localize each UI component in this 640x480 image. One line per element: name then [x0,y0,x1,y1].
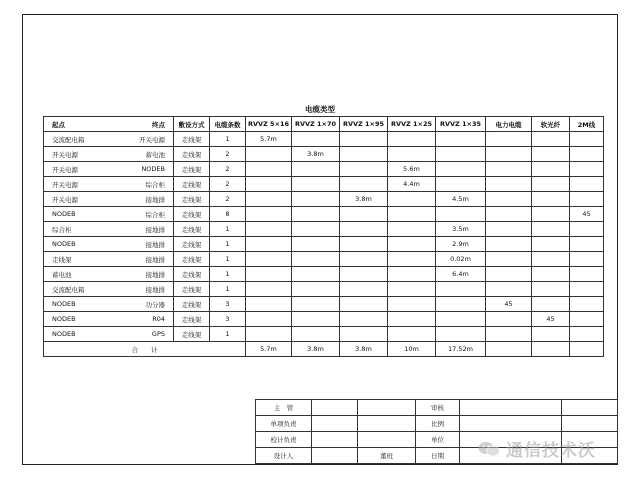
length-cell: 3.5m [436,222,486,237]
title-block-cell [312,416,358,432]
count-cell: 2 [210,162,246,177]
length-cell [340,222,388,237]
end-point: NODEB [141,164,165,173]
length-cell [292,252,340,267]
method-cell: 走线架 [174,327,210,342]
title-block-cell [312,400,358,416]
length-cell [246,162,292,177]
total-row [44,342,604,357]
table-row [44,132,604,147]
length-cell: 3.8m [340,192,388,207]
header-type: RVVZ 1×35 [436,117,486,132]
length-cell [340,237,388,252]
method-cell: 走线架 [174,147,210,162]
total-cell [532,342,570,357]
count-cell: 1 [210,237,246,252]
title-block-cell [312,432,358,448]
end-point: GPS [151,330,165,338]
length-cell [532,297,570,312]
start-point: 交流配电箱 [52,285,85,294]
length-cell [246,192,292,207]
total-cell: 3.8m [292,342,340,357]
header-row [44,117,604,132]
length-cell [436,282,486,297]
table-row [44,267,604,282]
end-point: 开关电源 [139,135,165,144]
length-cell: 5.7m [246,132,292,147]
length-cell [436,297,486,312]
length-cell [570,177,604,192]
table-title: 电缆类型 [305,105,335,114]
length-cell [388,297,436,312]
length-cell [570,267,604,282]
method-cell: 走线架 [174,267,210,282]
length-cell [388,312,436,327]
title-block-cell: 日期 [416,448,460,464]
title-block-cell: 比例 [416,416,460,432]
start-point: NODEB [52,299,76,308]
table-row [44,327,604,342]
length-cell [486,267,532,282]
count-cell: 1 [210,222,246,237]
count-cell: 1 [210,132,246,147]
total-cell: 10m [388,342,436,357]
route-cell [44,207,174,222]
header-end: 终点 [152,120,165,129]
title-block-cell [312,448,358,464]
length-cell [388,222,436,237]
table-row [44,192,604,207]
length-cell [292,282,340,297]
length-cell: 3.8m [292,147,340,162]
method-cell: 走线架 [174,237,210,252]
count-cell: 2 [210,147,246,162]
length-cell [292,177,340,192]
end-point: R04 [152,315,165,323]
length-cell [532,282,570,297]
table-row [44,312,604,327]
length-cell [532,327,570,342]
route-cell [44,237,174,252]
length-cell [340,267,388,282]
watermark [478,436,596,461]
length-cell [436,327,486,342]
count-cell: 8 [210,207,246,222]
end-point: 接地排 [145,225,165,234]
length-cell [570,312,604,327]
start-point: 走线架 [52,255,72,264]
length-cell [570,327,604,342]
length-cell [436,132,486,147]
length-cell [532,207,570,222]
length-cell [292,222,340,237]
end-point: 接地排 [145,270,165,279]
route-cell [44,297,174,312]
route-cell [44,252,174,267]
total-cell: 3.8m [340,342,388,357]
header-type: RVVZ 1×95 [340,117,388,132]
table-row [44,282,604,297]
total-cell [486,342,532,357]
length-cell [388,267,436,282]
length-cell [246,237,292,252]
length-cell [292,192,340,207]
title-block-row [256,400,618,416]
total-cell: 17.52m [436,342,486,357]
length-cell [246,252,292,267]
start-point: NODEB [52,330,76,338]
header-count: 电缆条数 [210,117,246,132]
length-cell [340,312,388,327]
length-cell: 5.6m [388,162,436,177]
start-point: NODEB [52,239,76,248]
length-cell [340,162,388,177]
title-block-cell: 设计人 [256,448,312,464]
end-point: 接地排 [145,195,165,204]
length-cell [292,297,340,312]
route-cell [44,162,174,177]
length-cell [340,207,388,222]
length-cell [388,327,436,342]
header-type: RVVZ 1×25 [388,117,436,132]
count-cell: 1 [210,252,246,267]
length-cell [570,162,604,177]
length-cell: 4.4m [388,177,436,192]
table-row [44,222,604,237]
start-point: 开关电源 [52,165,78,174]
length-cell [532,162,570,177]
length-cell [436,207,486,222]
title-block-cell: 审核 [416,400,460,416]
title-block-cell: 单项负责 [256,416,312,432]
length-cell [246,222,292,237]
title-block-cell [358,416,416,432]
length-cell [436,162,486,177]
table-row [44,177,604,192]
header-route [44,117,174,132]
table-row [44,207,604,222]
length-cell [436,177,486,192]
route-cell [44,222,174,237]
length-cell [532,192,570,207]
length-cell [388,252,436,267]
method-cell: 走线架 [174,162,210,177]
length-cell [486,162,532,177]
title-block-cell [460,400,562,416]
end-point: 功分器 [145,300,165,309]
length-cell: 45 [570,207,604,222]
length-cell [486,177,532,192]
header-start: 起点 [52,120,65,129]
count-cell: 3 [210,312,246,327]
header-type: RVVZ 1×70 [292,117,340,132]
length-cell [486,147,532,162]
length-cell [246,207,292,222]
length-cell [486,282,532,297]
length-cell [292,162,340,177]
count-cell: 2 [210,177,246,192]
end-point: 蓄电池 [145,150,165,159]
method-cell: 走线架 [174,252,210,267]
length-cell [246,282,292,297]
start-point: 开关电源 [52,195,78,204]
title-block-cell: 校计负责 [256,432,312,448]
total-label: 合 计 [44,342,246,357]
length-cell [436,312,486,327]
length-cell [532,177,570,192]
method-cell: 走线架 [174,282,210,297]
table-row [44,162,604,177]
length-cell [532,252,570,267]
length-cell [570,282,604,297]
length-cell [570,222,604,237]
table-row [44,252,604,267]
end-point: 综合柜 [145,180,165,189]
method-cell: 走线架 [174,192,210,207]
start-point: 开关电源 [52,150,78,159]
length-cell [486,132,532,147]
length-cell [340,297,388,312]
route-cell [44,327,174,342]
title-block-cell [358,432,416,448]
header-type: 电力电缆 [486,117,532,132]
length-cell [570,132,604,147]
length-cell [532,222,570,237]
route-cell [44,132,174,147]
table-row [44,297,604,312]
method-cell: 走线架 [174,312,210,327]
table-row [44,237,604,252]
length-cell [388,237,436,252]
length-cell: 45 [486,297,532,312]
length-cell [340,147,388,162]
title-block-cell [562,416,618,432]
length-cell [246,267,292,282]
title-block-cell [562,400,618,416]
title-block-cell [358,400,416,416]
length-cell [570,252,604,267]
start-point: NODEB [52,315,76,323]
header-method: 敷设方式 [174,117,210,132]
length-cell [388,282,436,297]
length-cell [340,252,388,267]
length-cell [486,312,532,327]
end-point: 接地排 [145,285,165,294]
length-cell: 45 [532,312,570,327]
route-cell [44,282,174,297]
header-type: 2M线 [570,117,604,132]
length-cell [486,237,532,252]
length-cell [340,282,388,297]
length-cell [340,177,388,192]
length-cell [532,147,570,162]
length-cell: 6.4m [436,267,486,282]
title-block-cell: 董班 [358,448,416,464]
route-cell [44,147,174,162]
title-block-cell [460,416,562,432]
length-cell [570,147,604,162]
method-cell: 走线架 [174,297,210,312]
length-cell [292,132,340,147]
length-cell [388,192,436,207]
length-cell [486,207,532,222]
length-cell [570,192,604,207]
wechat-icon [478,441,500,457]
length-cell [340,327,388,342]
watermark-text: 通信技术沃 [506,441,596,461]
length-cell [570,297,604,312]
length-cell [246,297,292,312]
method-cell: 走线架 [174,222,210,237]
route-cell [44,312,174,327]
length-cell [388,147,436,162]
title-block-row [256,416,618,432]
total-cell [570,342,604,357]
length-cell [570,237,604,252]
length-cell [292,312,340,327]
start-point: 开关电源 [52,180,78,189]
length-cell [292,327,340,342]
route-cell [44,177,174,192]
start-point: 综合柜 [52,225,72,234]
length-cell [486,327,532,342]
length-cell [246,312,292,327]
count-cell: 1 [210,282,246,297]
length-cell [486,222,532,237]
length-cell [292,207,340,222]
length-cell [246,177,292,192]
end-point: 接地排 [145,255,165,264]
length-cell [292,267,340,282]
length-cell [388,132,436,147]
length-cell [532,237,570,252]
length-cell [532,267,570,282]
end-point: 接地排 [145,240,165,249]
method-cell: 走线架 [174,132,210,147]
count-cell: 2 [210,192,246,207]
start-point: 蓄电池 [52,270,72,279]
count-cell: 1 [210,327,246,342]
title-block-cell: 单位 [416,432,460,448]
method-cell: 走线架 [174,177,210,192]
length-cell [532,132,570,147]
method-cell: 走线架 [174,207,210,222]
length-cell: 2.9m [436,237,486,252]
end-point: 综合柜 [145,210,165,219]
length-cell [246,327,292,342]
length-cell [292,237,340,252]
length-cell [340,132,388,147]
start-point: NODEB [52,209,76,218]
length-cell [388,207,436,222]
length-cell: 4.5m [436,192,486,207]
length-cell: 0.02m [436,252,486,267]
start-point: 交流配电箱 [52,135,85,144]
route-cell [44,192,174,207]
length-cell [436,147,486,162]
length-cell [486,192,532,207]
length-cell [246,147,292,162]
header-type: RVVZ 5×16 [246,117,292,132]
cable-table [43,116,604,357]
length-cell [486,252,532,267]
count-cell: 3 [210,297,246,312]
header-type: 软光纤 [532,117,570,132]
route-cell [44,267,174,282]
total-cell: 5.7m [246,342,292,357]
count-cell: 1 [210,267,246,282]
table-row [44,147,604,162]
title-block-cell: 主 管 [256,400,312,416]
